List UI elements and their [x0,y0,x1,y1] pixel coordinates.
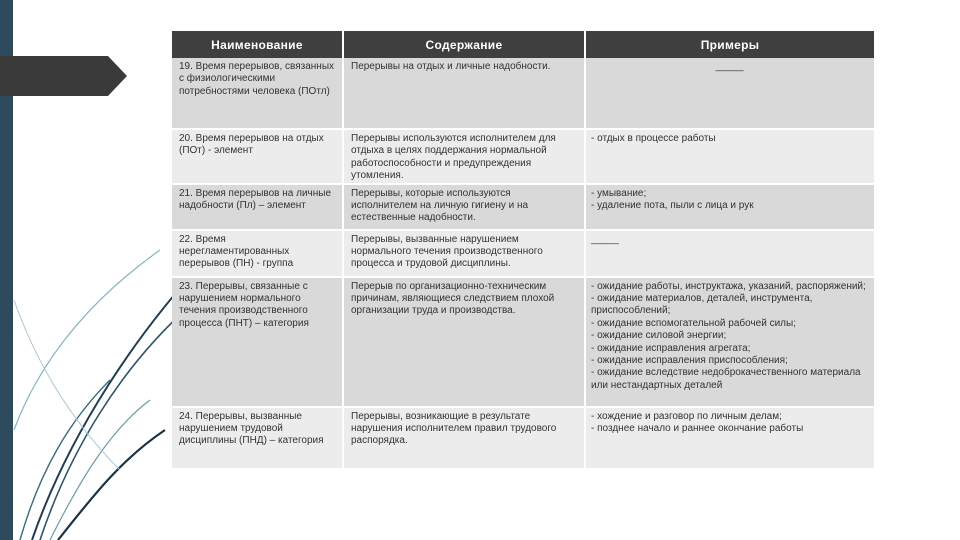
row-examples-cell [585,129,874,184]
header-name: Наименование [172,31,343,58]
row-examples-cell [585,184,874,230]
section-arrow-tab [0,56,127,96]
example-item: - хождение и разговор по личным делам; [591,410,782,422]
row-name-cell: 21. Время перерывов на личные надобности (Пл) – элемент [172,184,343,230]
table-row [172,58,874,129]
row-content-cell: Перерывы, возникающие в результате нарушения исполнителем правил трудового распорядка. [343,407,585,469]
row-name-cell: 20. Время перерывов на отдых (ПОт) - элемент [172,129,343,184]
row-name-cell: 22. Время нерегламентированных перерывов (ПН) - группа [172,230,343,277]
example-item: - ожидание материалов, деталей, инструмента, приспособлений; [591,293,813,317]
example-item: - ожидание исправления приспособления; [591,355,788,367]
row-content-cell: Перерывы, вызванные нарушением нормального течения производственного процесса и трудовой дисциплины. [343,230,585,277]
row-content-cell: Перерывы используются исполнителем для отдыха в целях поддержания нормальной работоспособности и предупреждения утомления. [343,129,585,184]
row-content-cell: Перерыв по организационно-техническим причинам, являющиеся следствием плохой организации труда и производства. [343,277,585,407]
table-row [172,230,874,277]
example-item: - ожидание вследствие недоброкачественного материала или нестандартных деталей [591,367,861,391]
example-item: - умывание; [591,187,647,199]
row-examples-cell [585,277,874,407]
row-name-cell: 19. Время перерывов, связанных с физиологическими потребностями человека (ПОтл) [172,58,343,129]
row-examples-cell [585,407,874,469]
example-item: - отдых в процессе работы [591,133,716,144]
example-item: _____ [715,61,744,72]
table-row [172,129,874,184]
example-item: - позднее начало и раннее окончание работы [591,423,804,435]
table-row [172,184,874,230]
header-content: Содержание [343,31,585,58]
example-item: - ожидание вспомогательной рабочей силы; [591,317,796,329]
example-item: - ожидание работы, инструктажа, указаний, распоряжений; [591,280,866,292]
example-item: _____ [591,233,619,245]
row-content-cell: Перерывы, которые используются исполнителем на личную гигиену и на естественные надобности. [343,184,585,230]
row-content-cell: Перерывы на отдых и личные надобности. [343,58,585,129]
row-name-cell: 24. Перерывы, вызванные нарушением трудовой дисциплины (ПНД) – категория [172,407,343,469]
row-examples-cell [585,58,874,129]
row-examples-cell [585,230,874,277]
breaks-classification-table [172,31,874,470]
header-examples: Примеры [585,31,874,58]
table-header-row [172,31,874,58]
row-name-cell: 23. Перерывы, связанные с нарушением нормального течения производственного процесса (ПНТ) – категория [172,277,343,407]
example-item: - ожидание силовой энергии; [591,330,727,342]
table-row [172,407,874,469]
example-item: - ожидание исправления агрегата; [591,342,751,354]
example-item: - удаление пота, пыли с лица и рук [591,200,754,212]
table-row [172,277,874,407]
